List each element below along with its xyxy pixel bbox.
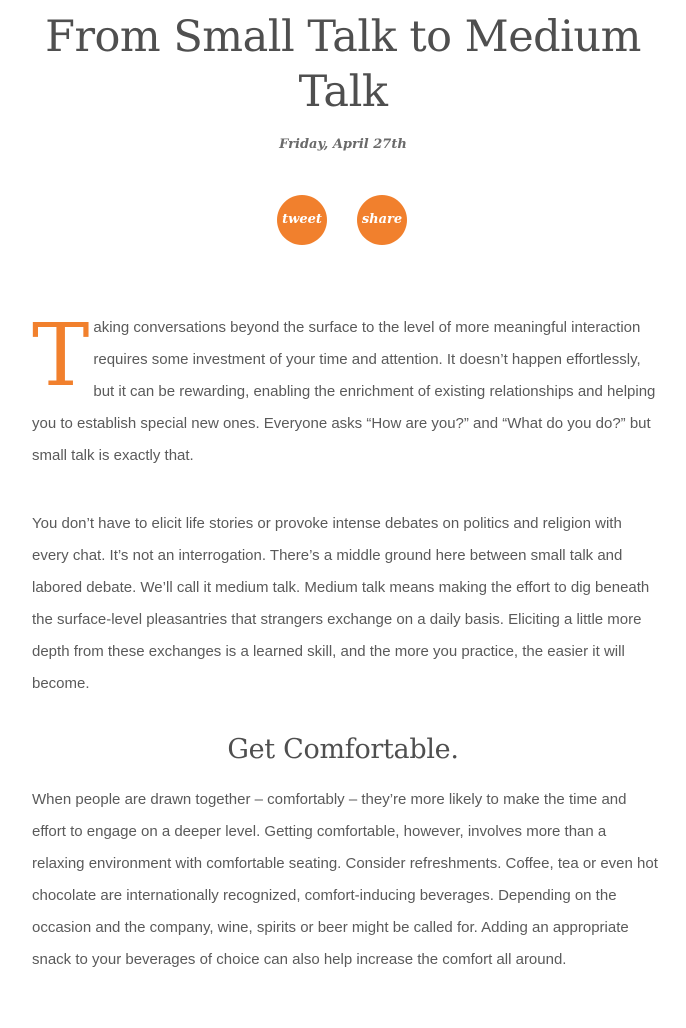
share-button[interactable]: share	[357, 195, 407, 245]
article-date: Friday, April 27th	[279, 137, 407, 152]
body-paragraph: You don’t have to elicit life stories or provoke intense debates on politics and religion with every chat. It’s not an interrogation. There’s a middle ground here between small talk and labored debate. We’ll call it medium talk. Medium talk means making the effort to dig beneath the surface-level pleasantries that strangers exchange on a daily basis. Eliciting a little more depth from these exchanges is a learned skill, and the more you practice, the easier it will become.	[32, 515, 650, 692]
section-heading: Get Comfortable.	[227, 734, 459, 765]
tweet-button[interactable]: tweet	[277, 195, 327, 245]
intro-paragraph	[32, 306, 660, 472]
intro-text: aking conversations beyond the surface to the level of more meaningful interaction requires some investment of your time and attention. It doesn’t happen effortlessly, but it can be rewarding, enabling the enrichment of existing relationships and helping you to establish special new ones. Everyone asks “How are you?” and “What do you do?” but small talk is exactly that.	[32, 319, 656, 464]
section-paragraph: When people are drawn together – comfortably – they’re more likely to make the time and effort to engage on a deeper level. Getting comfortable, however, involves more than a relaxing environment with comfortable seating. Consider refreshments. Coffee, tea or even hot chocolate are internationally recognized, comfort-inducing beverages. Depending on the occasion and the company, wine, spirits or beer might be called for. Adding an appropriate snack to your beverages of choice can also help increase the comfort all around.	[32, 791, 658, 968]
drop-cap: T	[32, 306, 90, 406]
article-title: From Small Talk to Medium Talk	[45, 12, 641, 117]
